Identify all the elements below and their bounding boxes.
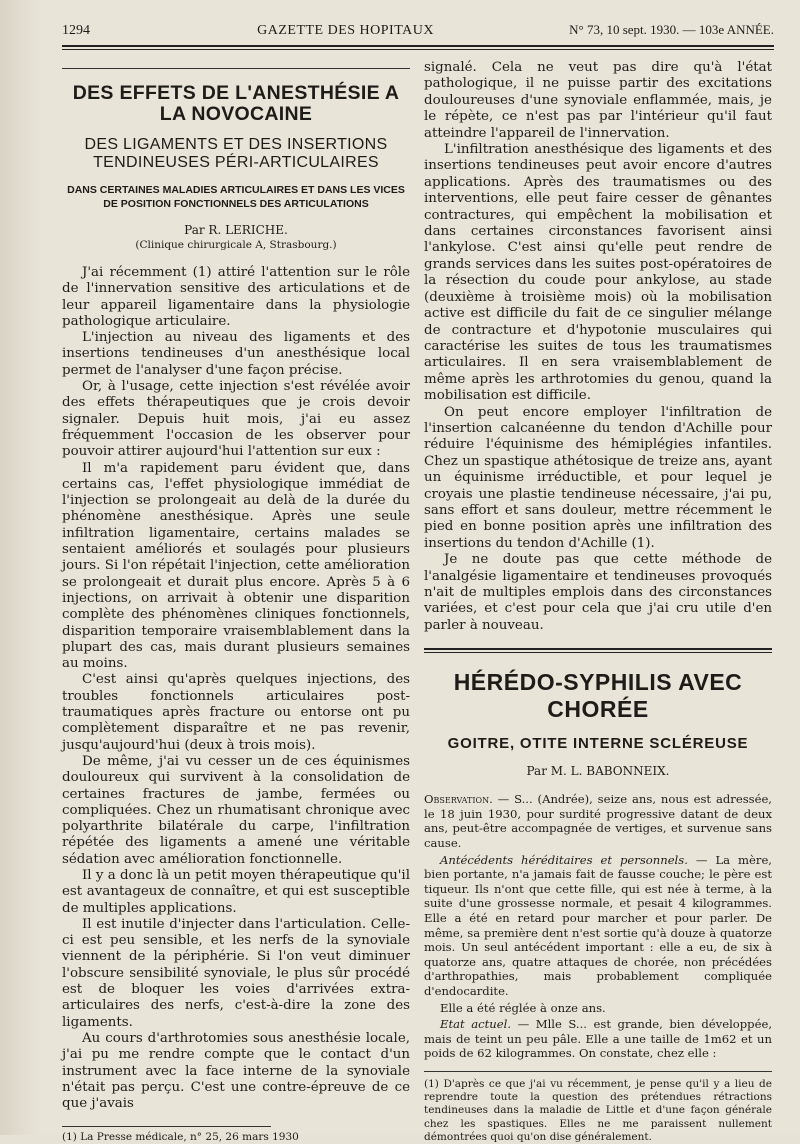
article1-body (62, 265, 410, 1112)
page-header (62, 18, 774, 45)
article2-author: Par M. L. BABONNEIX. (526, 764, 670, 779)
paragraph: J'ai récemment (1) attiré l'attention sur le rôle de l'innervation sensitive des articulations et de leur appareil ligamentaire dans la physiologie pathologique articulaire. (62, 265, 410, 329)
right-column (424, 60, 772, 1144)
paragraph: Au cours d'arthrotomies sous anesthésie locale, j'ai pu me rendre compte que le contact d'un instrument avec la face interne de la synoviale n'était pas perçu. C'est une contre-épreuve de ce que j'avais (62, 1030, 410, 1112)
paragraph: Il m'a rapidement paru évident que, dans certains cas, l'effet physiologique immédiat de l'injection se prolongeait au delà de la durée du phénomène anesthésique. Après une seule infiltration ligamentaire, certains malades se sentaient améliorés et soulagés pour plusieurs jours. Si l'on répétait l'injection, cette amélioration se prolongeait et durait plus encore. Après 5 à 6 injections, on arrivait à obtenir une disparition complète des phénomènes cliniques fonctionnels, disparition temporaire vraisemblablement dans la plupart des cas, mais durant plusieurs semaines au moins. (62, 460, 410, 672)
paragraph: C'est ainsi qu'après quelques injections, des troubles fonctionnels articulaires post-traumatiques après fracture ou entorse ont pu complètement disparaître et ne pas revenir, jusqu'aujourd'hui (deux à trois mois). (62, 672, 410, 753)
antecedents-text: — La mère, bien portante, n'a jamais fait de fausse couche; le père est tiqueur. Ils n'ont que cette fille, qui est née à terme, à la suite d'une grossesse normale, et pesait 4 kilogrammes. Elle a été en retard pour marcher et pour parler. De même, sa première dent n'est sortie qu'à douze à quatorze mois. Un seul antécédent important : elle a eu, de six à quatorze ans, quatre attaques de chorée, non précédées d'arthropathies, mais probablement compliquée d'endocardite. (424, 852, 772, 998)
observation-label: Observation. (424, 792, 493, 807)
page-edge-shading (0, 0, 40, 1135)
article2-body (424, 792, 772, 1061)
footnote-rule (62, 1126, 271, 1127)
regles-paragraph: Elle a été réglée à onze ans. (440, 1000, 606, 1015)
observation-text: — S... (Andrée), seize ans, nous est adressée, le 18 juin 1930, pour surdité progressive datant de deux ans, peut-être accompagnée de vertiges, et survenue sans cause. (424, 792, 772, 850)
header-rule (62, 45, 774, 50)
paragraph: L'injection au niveau des ligaments et des insertions tendineuses d'un anesthésique local permet de l'analyser d'une façon précise. (62, 330, 410, 378)
article2-title: HÉRÉDO-SYPHILIS AVEC CHORÉE (453, 669, 743, 723)
two-column-layout (62, 60, 774, 1144)
etat-label: Etat actuel. (440, 1017, 512, 1032)
etat-text: — Mlle S... est grande, bien développée, mais de teint un peu pâle. Elle a une taille de 1m62 et un poids de 62 kilogrammes. On constate, chez elle : (424, 1017, 773, 1061)
antecedents-label: Antécédents héréditaires et personnels. (440, 852, 688, 867)
paragraph: Je ne doute pas que cette méthode de l'analgésie ligamentaire et tendineuses provoqués n'ait de multiples emplois dans des circonstances variées, et c'est pour cela que j'ai cru utile d'en parler à nouveau. (424, 552, 772, 633)
article1-continuation (424, 60, 772, 634)
paragraph: signalé. Cela ne veut pas dire qu'à l'état pathologique, il ne puisse partir des excitations douloureuses d'une synoviale enflammée, mais, je le répète, ce n'est pas par l'intérieur qu'il faut atteindre l'appareil de l'innervation. (424, 60, 772, 141)
paragraph: Il est inutile d'injecter dans l'articulation. Celle-ci est peu sensible, et les nerfs de la synoviale viennent de la périphérie. Si l'on veut diminuer l'obscure sensibilité synoviale, le plus sûr procédé est de bloquer les voies d'arrivées extra-articulaires des nerfs, c'est-à-dire la zone des ligaments. (62, 916, 410, 1030)
article1-subtitle-small: DANS CERTAINES MALADIES ARTICULAIRES ET DANS LES VICES DE POSITION FONCTIONNELS DES ARTICULATIONS (67, 183, 405, 210)
left-column (62, 60, 410, 1144)
article1-title: DES EFFETS DE L'ANESTHÉSIE A LA NOVOCAINE (72, 82, 400, 126)
paragraph: Il y a donc là un petit moyen thérapeutique qu'il est avantageux de connaître, et qui est susceptible de multiples applications. (62, 867, 410, 916)
article-top-rule (62, 68, 410, 69)
paragraph: De même, j'ai vu cesser un de ces équinismes douloureux qui survivent à la consolidation de certaines fractures de jambe, fermées ou compliquées. Chez un rhumatisant chronique avec polyarthrite bilatérale du carpe, l'infiltration répétée des ligaments a amené une véritable sédation avec amélioration fonctionnelle. (62, 753, 410, 867)
journal-name: GAZETTE DES HOPITAUX (257, 23, 434, 38)
article1-footnote: (1) La Presse médicale, n° 25, 26 mars 1930 (62, 1131, 299, 1144)
antecedents-paragraph (424, 853, 772, 999)
article2-subtitle: GOITRE, OTITE INTERNE SCLÉREUSE (447, 735, 749, 753)
paragraph: L'infiltration anesthésique des ligaments et des insertions tendineuses peut avoir encore d'autres applications. Après des traumatismes ou des interventions, elle peut faire cesser de gênantes contractures, qui empêchent la mobilisation et dans certaines circonstances favorisent ainsi l'ankylose. C'est ainsi qu'elle peut rendre de grands services dans les suites post-opératoires de la résection du coude pour ankylose, au stade (deuxième à troisième mois) où la mobilisation active est difficile du fait de ce singulier mélange de contracture et d'hypotonie musculaires qui caractérise les suites de tous les traumatismes articulaires. Il en sera vraisemblablement de même après les arthrotomies du genou, quand la mobilisation est difficile. (424, 142, 772, 404)
observation-paragraph (424, 792, 772, 850)
paragraph: On peut encore employer l'infiltration de l'insertion calcanéenne du tendon d'Achille pour réduire l'équinisme des hémiplégies infantiles. Chez un spastique athétosique de treize ans, ayant un équinisme irréductible, et pour lequel je croyais une plastie tendineuse nécessaire, j'ai pu, sans effort et sans douleur, mettre récemment le pied en bonne position après une infiltration des insertions du tendon d'Achille (1). (424, 404, 772, 551)
article1-affiliation: (Clinique chirurgicale A, Strasbourg.) (135, 239, 337, 251)
article1-subtitle: DES LIGAMENTS ET DES INSERTIONS TENDINEUSES PÉRI-ARTICULAIRES (84, 135, 388, 172)
footnote-rule (424, 1071, 772, 1072)
section-divider (424, 648, 772, 653)
page-number: 1294 (62, 23, 90, 38)
issue-info: N° 73, 10 sept. 1930. — 103e ANNÉE. (569, 22, 774, 37)
article1-author: Par R. LERICHE. (184, 223, 288, 237)
paragraph: Or, à l'usage, cette injection s'est révélée avoir des effets thérapeutiques que je crois devoir signaler. Depuis huit mois, j'ai eu assez fréquemment l'occasion de les observer pour pouvoir attirer aujourd'hui l'attention sur eux : (62, 379, 410, 460)
article2-footnote: (1) D'après ce que j'ai vu récemment, je pense qu'il y a lieu de reprendre toute la question des prétendues rétractions tendineuses dans la maladie de Little et d'une façon générale chez les spastiques. Elles ne me paraissent nullement démontrées quoi qu'on dise généralement. (424, 1077, 772, 1143)
etat-paragraph (424, 1017, 772, 1061)
